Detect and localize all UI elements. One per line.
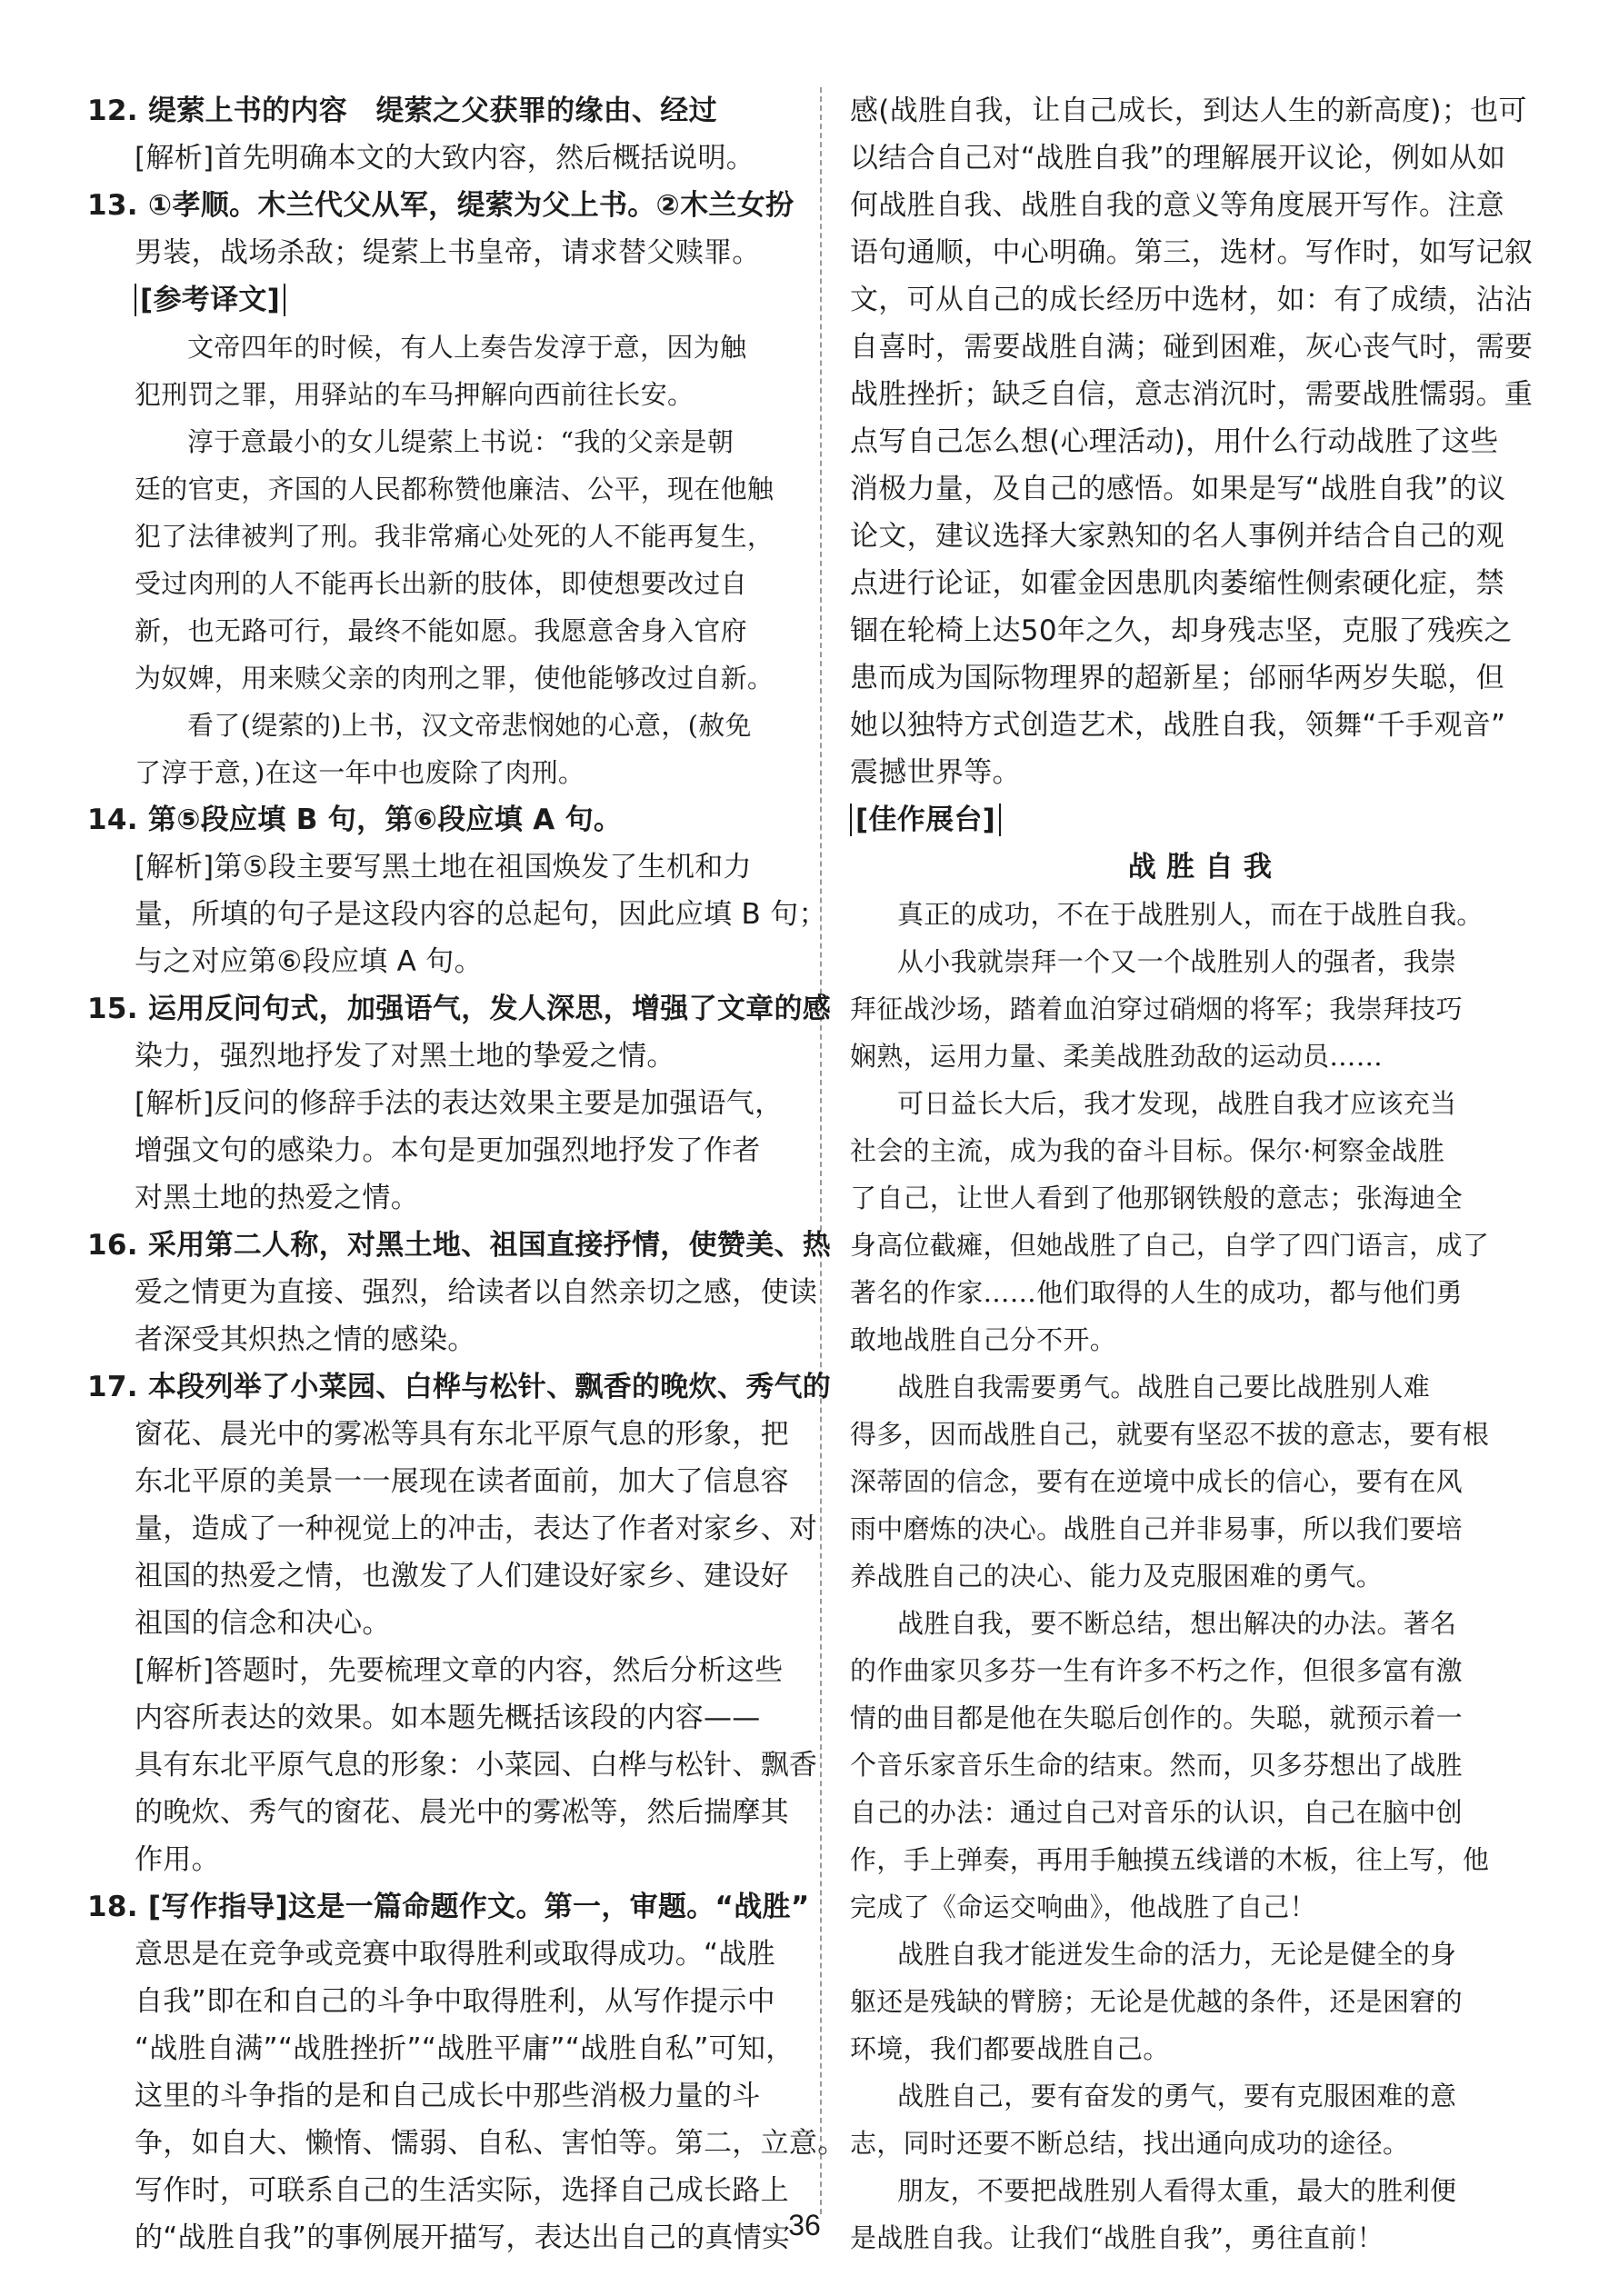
writing-guide-cont: 点进行论证，如霍金因患肌肉萎缩性侧索硬化症，禁 [850,567,1504,600]
analysis-14-cont: 与之对应第⑥段应填 A 句。 [135,945,483,978]
essay-line: 可日益长大后，我才发现，战胜自我才应该充当 [897,1088,1457,1119]
writing-guide-cont: 战胜挫折；缺乏自信，意志消沉时，需要战胜懦弱。重 [850,378,1534,411]
analysis-15-cont: 对黑土地的热爱之情。 [135,1182,419,1214]
writing-guide-cont: 以结合自己对“战胜自我”的理解展开议论，例如从如 [850,142,1506,175]
writing-guide-cont: 患而成为国际物理界的超新星；邰丽华两岁失聪，但 [850,662,1504,694]
answer-16: 16. 采用第二人称，对黑土地、祖国直接抒情，使赞美、热 [87,1229,832,1262]
analysis-15-cont: 增强文句的感染力。本句是更加强烈地抒发了作者 [135,1134,761,1167]
analysis-17: [解析]答题时，先要梳理文章的内容，然后分析这些 [135,1654,784,1687]
analysis-12: [解析]首先明确本文的大致内容，然后概括说明。 [135,142,755,175]
translation-line: 淳于意最小的女儿缇萦上书说：“我的父亲是朝 [187,426,735,457]
essay-line: 环境，我们都要战胜自己。 [850,2033,1170,2064]
answer-17-cont: 祖国的信念和决心。 [135,1607,391,1640]
showcase-tag: [佳作展台] [850,804,1001,836]
answer-18: 18. [写作指导]这是一篇命题作文。第一，审题。“战胜” [87,1891,810,1923]
essay-line: 养战胜自己的决心、能力及克服困难的勇气。 [850,1561,1384,1592]
answer-14: 14. 第⑤段应填 B 句，第⑥段应填 A 句。 [87,804,623,836]
analysis-17-cont: 作用。 [135,1843,220,1876]
answer-17: 17. 本段列举了小菜园、白桦与松针、飘香的晚炊、秀气的 [87,1371,832,1403]
analysis-15: [解析]反问的修辞手法的表达效果主要是加强语气， [135,1087,784,1120]
essay-line: 著名的作家……他们取得的人生的成功，都与他们勇 [850,1277,1463,1308]
analysis-14-cont: 量，所填的句子是这段内容的总起句，因此应填 B 句； [135,898,827,931]
translation-line: 廷的官吏，齐国的人民都称赞他廉洁、公平，现在他触 [135,474,775,504]
essay-line: 是战胜自我。让我们“战胜自我”，勇往直前！ [850,2222,1384,2253]
essay-line: 自己的办法：通过自己对音乐的认识，自己在脑中创 [850,1797,1463,1828]
essay-line: 社会的主流，成为我的奋斗目标。保尔·柯察金战胜 [850,1135,1445,1166]
writing-guide-cont: 她以独特方式创造艺术，战胜自我，领舞“千手观音” [850,709,1506,742]
writing-guide-cont: 何战胜自我、战胜自我的意义等角度展开写作。注意 [850,189,1504,222]
page-number: 36 [788,2209,821,2241]
essay-line: 志，同时还要不断总结，找出通向成功的途径。 [850,2128,1410,2159]
essay-line: 娴熟，运用力量、柔美战胜劲敌的运动员…… [850,1041,1384,1072]
answer-17-cont: 祖国的热爱之情，也激发了人们建设好家乡、建设好 [135,1560,789,1592]
writing-guide-cont: 文，可从自己的成长经历中选材，如：有了成绩，沾沾 [850,284,1534,316]
essay-line: 从小我就崇拜一个又一个战胜别人的强者，我崇 [897,946,1457,977]
writing-guide-cont: 锢在轮椅上达50年之久，却身残志坚，克服了残疾之 [850,614,1513,647]
essay-line: 深蒂固的信念，要有在逆境中成长的信心，要有在风 [850,1466,1463,1497]
translation-line: 了淳于意，)在这一年中也废除了肉刑。 [135,757,585,788]
writing-guide-cont: 消极力量，及自己的感悟。如果是写“战胜自我”的议 [850,473,1506,505]
writing-guide-cont: 震撼世界等。 [850,756,1021,789]
answer-16-cont: 爱之情更为直接、强烈，给读者以自然亲切之感，使读 [135,1276,818,1309]
answer-15: 15. 运用反问句式，加强语气，发人深思，增强了文章的感 [87,993,832,1025]
essay-line: 躯还是残缺的臂膀；无论是优越的条件，还是困窘的 [850,1986,1463,2017]
answer-16-cont: 者深受其炽热之情的感染。 [135,1323,476,1356]
translation-line: 受过肉刑的人不能再长出新的肢体，即使想要改过自 [135,568,747,599]
answer-12: 12. 缇萦上书的内容 缇萦之父获罪的缘由、经过 [87,95,717,127]
writing-guide: 这里的斗争指的是和自己成长中那些消极力量的斗 [135,2080,761,2112]
essay-line: 朋友，不要把战胜别人看得太重，最大的胜利便 [897,2175,1457,2206]
writing-guide: 意思是在竞争或竞赛中取得胜利或取得成功。“战胜 [135,1938,775,1971]
column-divider [820,87,822,2214]
translation-line: 犯了法律被判了刑。我非常痛心处死的人不能再复生， [135,521,775,552]
writing-guide-cont: 点写自己怎么想(心理活动)，用什么行动战胜了这些 [850,425,1499,458]
essay-line: 雨中磨炼的决心。战胜自己并非易事，所以我们要培 [850,1513,1463,1544]
essay-line: 战胜自己，要有奋发的勇气，要有克服困难的意 [897,2081,1457,2111]
answer-17-cont: 窗花、晨光中的雾凇等具有东北平原气息的形象，把 [135,1418,789,1451]
essay-line: 了自己，让世人看到了他那钢铁般的意志；张海迪全 [850,1183,1463,1213]
analysis-17-cont: 内容所表达的效果。如本题先概括该段的内容—— [135,1702,761,1734]
analysis-17-cont: 的晚炊、秀气的窗花、晨光中的雾凇等，然后揣摩其 [135,1796,789,1829]
reference-translation-tag: [参考译文] [135,284,285,316]
writing-guide: 的“战胜自我”的事例展开描写，表达出自己的真情实 [135,2221,791,2254]
analysis-14: [解析]第⑤段主要写黑土地在祖国焕发了生机和力 [135,851,752,883]
showcase-header [850,796,1550,844]
writing-guide: 写作时，可联系自己的生活实际，选择自己成长路上 [135,2174,789,2207]
essay-line: 战胜自我才能迸发生命的活力，无论是健全的身 [897,1939,1457,1970]
answer-17-cont: 东北平原的美景一一展现在读者面前，加大了信息容 [135,1465,789,1498]
writing-guide-cont: 语句通顺，中心明确。第三，选材。写作时，如写记叙 [850,236,1534,269]
translation-line: 新，也无路可行，最终不能如愿。我愿意舍身入官府 [135,615,747,646]
essay-line: 得多，因而战胜自己，就要有坚忍不拔的意志，要有根 [850,1419,1490,1450]
answer-13-cont: 男装，战场杀敌；缇萦上书皇帝，请求替父赎罪。 [135,236,761,269]
writing-guide-cont: 自喜时，需要战胜自满；碰到困难，灰心丧气时，需要 [850,331,1534,364]
writing-guide: 自我”即在和自己的斗争中取得胜利，从写作提示中 [135,1985,775,2018]
essay-line: 敢地战胜自己分不开。 [850,1324,1117,1355]
translation-line: 为奴婢，用来赎父亲的肉刑之罪，使他能够改过自新。 [135,663,775,694]
answer-13: 13. ①孝顺。木兰代父从军，缇萦为父上书。②木兰女扮 [87,189,795,222]
essay-line: 情的曲目都是他在失聪后创作的。失聪，就预示着一 [850,1702,1463,1733]
essay-line: 战胜自我需要勇气。战胜自己要比战胜别人难 [897,1372,1431,1403]
essay-line: 真正的成功，不在于战胜别人，而在于战胜自我。 [897,899,1484,930]
essay-line: 拜征战沙场，踏着血泊穿过硝烟的将军；我崇拜技巧 [850,993,1463,1024]
writing-guide-cont: 感(战胜自我，让自己成长，到达人生的新高度)；也可 [850,95,1527,127]
right-column [850,87,1550,2261]
translation-line: 犯刑罚之罪，用驿站的车马押解向西前往长安。 [135,379,695,410]
reference-translation-header [87,276,800,324]
essay-title: 战 胜 自 我 [1127,851,1273,883]
writing-guide-cont: 论文，建议选择大家熟知的名人事例并结合自己的观 [850,520,1504,553]
answer-17-cont: 量，造成了一种视觉上的冲击，表达了作者对家乡、对 [135,1512,818,1545]
essay-line: 完成了《命运交响曲》，他战胜了自己！ [850,1892,1316,1922]
essay-line: 个音乐家音乐生命的结束。然而，贝多芬想出了战胜 [850,1750,1463,1781]
essay-line: 作，手上弹奏，再用手触摸五线谱的木板，往上写，他 [850,1844,1490,1875]
translation-line: 看了(缇萦的)上书，汉文帝悲悯她的心意，(赦免 [187,710,752,741]
analysis-17-cont: 具有东北平原气息的形象：小菜园、白桦与松针、飘香 [135,1749,818,1782]
writing-guide: 争，如自大、懒惰、懦弱、自私、害怕等。第二，立意。 [135,2127,846,2160]
essay-line: 战胜自我，要不断总结，想出解决的办法。著名 [897,1608,1457,1639]
essay-line: 的作曲家贝多芬一生有许多不朽之作，但很多富有激 [850,1655,1463,1686]
essay-line: 身高位截瘫，但她战胜了自己，自学了四门语言，成了 [850,1230,1490,1261]
answer-15-cont: 染力，强烈地抒发了对黑土地的挚爱之情。 [135,1040,675,1073]
writing-guide: “战胜自满”“战胜挫折”“战胜平庸”“战胜自私”可知， [135,2032,795,2065]
translation-line: 文帝四年的时候，有人上奏告发淳于意，因为触 [187,332,747,363]
